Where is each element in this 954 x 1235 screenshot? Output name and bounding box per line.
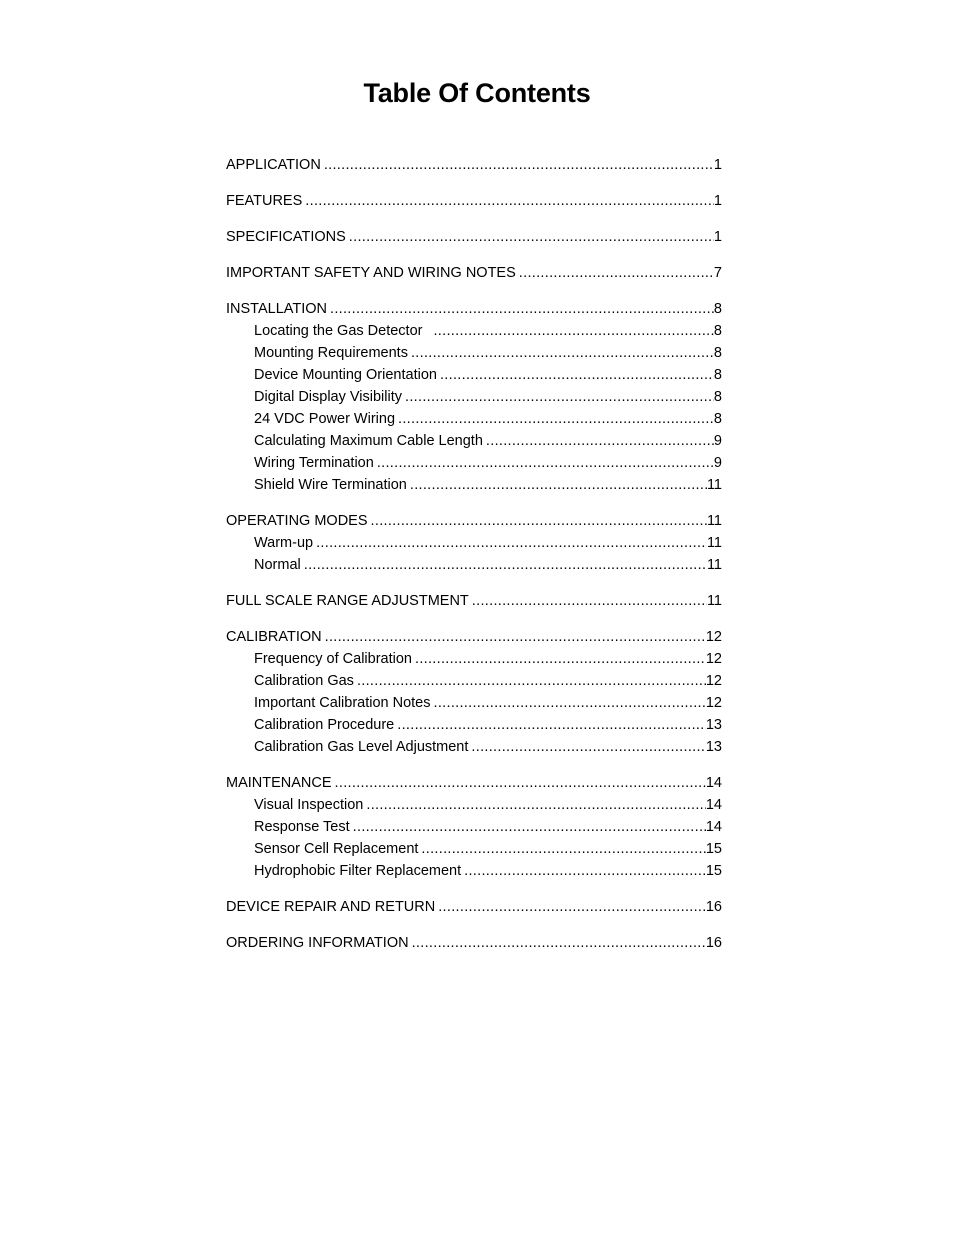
toc-subentry[interactable] [226,554,722,576]
toc-entry-label: MAINTENANCE [226,775,332,791]
toc-page-number: 8 [713,345,722,361]
toc-page-number: 13 [705,739,722,755]
toc-page-number: 8 [713,389,722,405]
toc-leader-dots [397,714,706,736]
toc-leader-dots [421,838,705,860]
toc-subentry-label: Response Test [254,819,350,835]
toc-page-number: 9 [713,455,722,471]
toc-subentry-label: Important Calibration Notes [254,695,431,711]
toc-page-number: 14 [705,775,722,791]
toc-section-application [226,154,722,176]
toc-section-ordering-information [226,932,722,954]
toc-entry-label: SPECIFICATIONS [226,229,346,245]
toc-subentry[interactable] [226,342,722,364]
toc-page-number: 12 [705,695,722,711]
toc-leader-dots [440,364,714,386]
toc-entry[interactable] [226,932,722,954]
toc-page-number: 8 [713,367,722,383]
toc-section-maintenance [226,772,722,882]
toc-page-number: 1 [713,157,722,173]
toc-entry-label: APPLICATION [226,157,321,173]
toc-subentry-label: Warm-up [254,535,314,551]
toc-subentry[interactable] [226,736,722,758]
toc-entry-label: FULL SCALE RANGE ADJUSTMENT [226,593,469,609]
toc-subentry-label: 24 VDC Power Wiring [254,411,396,427]
toc-leader-dots [349,226,714,248]
toc-page-number: 9 [713,433,722,449]
toc-section-full-scale-range [226,590,722,612]
toc-entry[interactable] [226,262,722,284]
toc-page-number: 11 [706,513,722,529]
toc-leader-dots [353,816,706,838]
toc-subentry[interactable] [226,386,722,408]
toc-section-operating-modes [226,510,722,576]
toc-subentry[interactable] [226,452,722,474]
toc-section-calibration [226,626,722,758]
toc-page-number: 1 [713,193,722,209]
toc-page-number: 14 [705,797,722,813]
toc-subentry-label: Calculating Maximum Cable Length [254,433,483,449]
table-of-contents [226,154,722,968]
toc-leader-dots [486,430,714,452]
toc-subentry[interactable] [226,430,722,452]
toc-entry-label: OPERATING MODES [226,513,368,529]
toc-entry[interactable] [226,510,722,532]
toc-subentry[interactable] [226,838,722,860]
toc-page-number: 11 [706,557,722,573]
toc-page-number: 12 [705,629,722,645]
toc-page-number: 8 [713,301,722,317]
toc-subentry-label: Wiring Termination [254,455,374,471]
toc-leader-dots [519,262,714,284]
toc-subentry[interactable] [226,320,722,342]
toc-subentry[interactable] [226,794,722,816]
toc-leader-dots [425,320,713,342]
toc-leader-dots [377,452,714,474]
toc-page-number: 14 [705,819,722,835]
toc-leader-dots [412,932,706,954]
toc-leader-dots [471,736,705,758]
toc-page-number: 11 [706,535,722,551]
toc-page-number: 13 [705,717,722,733]
toc-subentry-label: Digital Display Visibility [254,389,403,405]
toc-page-number: 16 [705,899,722,915]
toc-section-safety-notes [226,262,722,284]
toc-subentry-label: Shield Wire Termination [254,477,407,493]
toc-entry-label: DEVICE REPAIR AND RETURN [226,899,436,915]
toc-page-number: 8 [713,323,722,339]
toc-page-number: 12 [705,673,722,689]
toc-leader-dots [324,154,714,176]
toc-section-specifications [226,226,722,248]
toc-subentry[interactable] [226,816,722,838]
toc-subentry[interactable] [226,714,722,736]
toc-entry-label: ORDERING INFORMATION [226,935,409,951]
toc-subentry-label: Locating the Gas Detector [254,323,423,339]
toc-leader-dots [325,626,706,648]
toc-entry[interactable] [226,896,722,918]
toc-page-number: 7 [713,265,722,281]
toc-section-device-repair [226,896,722,918]
toc-subentry[interactable] [226,670,722,692]
toc-leader-dots [415,648,706,670]
page-title: Table Of Contents [363,78,591,108]
toc-entry[interactable] [226,226,722,248]
toc-page-number: 1 [713,229,722,245]
toc-subentry[interactable] [226,692,722,714]
toc-entry-label: CALIBRATION [226,629,322,645]
toc-page-number: 15 [705,863,722,879]
toc-entry[interactable] [226,590,722,612]
toc-leader-dots [305,190,714,212]
toc-section-installation [226,298,722,496]
toc-leader-dots [357,670,706,692]
toc-subentry-label: Calibration Gas Level Adjustment [254,739,469,755]
toc-section-features [226,190,722,212]
toc-leader-dots [335,772,706,794]
toc-page-number: 15 [705,841,722,857]
toc-leader-dots [371,510,707,532]
toc-subentry-label: Hydrophobic Filter Replacement [254,863,462,879]
toc-entry[interactable] [226,626,722,648]
toc-subentry-label: Sensor Cell Replacement [254,841,419,857]
toc-entry-label: IMPORTANT SAFETY AND WIRING NOTES [226,265,516,281]
toc-page-number: 8 [713,411,722,427]
toc-leader-dots [411,342,714,364]
toc-leader-dots [330,298,714,320]
toc-subentry-label: Frequency of Calibration [254,651,412,667]
toc-page-number: 12 [705,651,722,667]
toc-subentry-label: Calibration Gas [254,673,354,689]
toc-page-number: 11 [706,477,722,493]
toc-entry-label: INSTALLATION [226,301,327,317]
toc-entry-label: FEATURES [226,193,303,209]
toc-entry[interactable] [226,190,722,212]
toc-subentry[interactable] [226,474,722,496]
toc-subentry-label: Device Mounting Orientation [254,367,437,383]
toc-leader-dots [464,860,706,882]
toc-entry[interactable] [226,298,722,320]
toc-subentry-label: Calibration Procedure [254,717,395,733]
toc-subentry[interactable] [226,532,722,554]
toc-subentry[interactable] [226,648,722,670]
toc-subentry[interactable] [226,364,722,386]
toc-leader-dots [438,896,706,918]
toc-leader-dots [434,692,706,714]
toc-leader-dots [410,474,707,496]
toc-leader-dots [304,554,707,576]
toc-subentry[interactable] [226,860,722,882]
toc-subentry[interactable] [226,408,722,430]
toc-leader-dots [316,532,707,554]
toc-page-number: 16 [705,935,722,951]
toc-entry[interactable] [226,772,722,794]
toc-leader-dots [472,590,707,612]
toc-page-number: 11 [706,593,722,609]
toc-subentry-label: Normal [254,557,301,573]
toc-leader-dots [366,794,706,816]
toc-leader-dots [398,408,714,430]
toc-leader-dots [405,386,714,408]
toc-subentry-label: Visual Inspection [254,797,364,813]
toc-entry[interactable] [226,154,722,176]
toc-subentry-label: Mounting Requirements [254,345,408,361]
